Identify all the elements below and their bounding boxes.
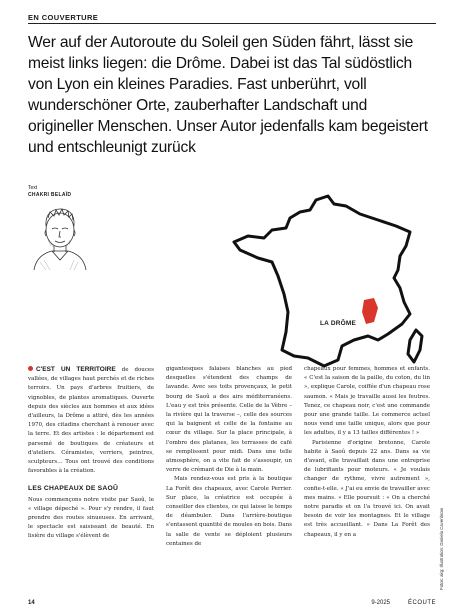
photo-credit-text: Fotos: akg; Illustration: Daniela Cavenbrow — [439, 508, 444, 590]
paragraph: gigantesques falaises blanches au pied desquelles s'étendent des champs de lavande. Avec ses toits provençaux, le petit bourg de Saoû a des airs méditerranéens. L'eau y est très présente. Celle de la Vèbre – la rivière qui la traverse –, celle des sources qui la baignent et celle de la fontaine au cœur du village. Sur la place principale, à l'ombre des platanes, les terrasses de café se remplissent pour midi. Dans une telle atmosphère, on a vite fait de s'assoupir, un verre de crémant de Die à la main. — [166, 366, 292, 474]
section-label: EN COUVERTURE — [28, 13, 99, 22]
map-label: LA DRÔME — [320, 320, 357, 327]
paragraph: Parisienne d'origine bretonne, Carole habite à Saoû depuis 22 ans. Dans sa vie d'avant, elle travaillait dans une entreprise de lubrifiants pour moteurs. « Je voulais changer de rythme, vivre autrement », confie-t-elle. « J'ai eu envie de travailler avec mes mains. » Elle poursuit : « On a cherché notre paradis et on l'a trouvé ici. On avait besoin de voir les montagnes. Et le village est très accueillant. » Dans La Forêt des chapeaux, il y en a — [304, 439, 430, 538]
byline-label: Text — [28, 185, 38, 191]
photo-credit — [439, 440, 447, 590]
map-of-france — [228, 190, 428, 375]
subheading: LES CHAPEAUX DE SAOÛ — [28, 485, 119, 493]
paragraph: Mais rendez-vous est pris à la boutique La Forêt des chapeaux, avec Carole Perrier. Sur place, la créatrice est occupée à conseiller des clientes, ce qui laisse le temps de déambuler. Dans l'arrière-boutique s'entassent quantité de moules en bois. Dans la salle de vente se déploient plusieurs centaines de — [166, 476, 292, 547]
intro-paragraph — [28, 365, 154, 476]
author-name: CHAKRI BELAÏD — [28, 192, 72, 198]
lead-in: C'EST UN TERRITOIRE — [36, 366, 116, 373]
article-column-1 — [28, 365, 154, 542]
paragraph: de douces vallées, de villages haut perchés et de riches terroirs. Un pays d'arbres fruitiers, de vignobles, de plantes aromatiques. Ouverte depuis des siècles aux hommes et aux idées d'ailleurs, la Drôme a attiré, dès les années 1970, des citadins cherchant à renouer avec la terre. Et des artistes : le département est parsemé de boutiques de créateurs et d'ateliers. Céramistes, verriers, peintres, sculpteurs… Tous ont trouvé des conditions favorables à la création. — [28, 367, 154, 475]
article-column-3 — [304, 365, 430, 540]
byline — [28, 185, 71, 199]
paragraph: chapeaux pour femmes, hommes et enfants. « C'est la saison de la paille, du coton, du lin », explique Carole, coiffée d'un chapeau rose saumon. « Mais je travaille aussi les feutres. Tenez, ce chapeau noir, c'est une commande pour une grande taille. Le commerce actuel nous vend une taille unique, alors que pour les adultes, il y a 13 tailles différentes ! » — [304, 366, 430, 437]
magazine-name: ÉCOUTE — [407, 600, 436, 606]
issue-number: 9-2025 — [371, 600, 390, 606]
paragraph: Nous commençons notre visite par Saoû, le « village dépeché ». Pour s'y rendre, il faut prendre des routes sinueuses. En arrivant, le spectacle est saisissant de beauté. En lisière du village s'élèvent de — [28, 496, 154, 540]
divider — [28, 23, 436, 24]
author-portrait-illustration — [28, 200, 92, 270]
page-number: 14 — [28, 600, 35, 606]
article-column-2 — [166, 365, 292, 549]
headline: Wer auf der Autoroute du Soleil gen Süden fährt, lässt sie meist links liegen: die Drôme. Dabei ist das Tal südöstlich von Lyon ein kleines Paradies. Fast unberührt, voll wunderschöner Orte, zauberhafter Landschaft und origineller Menschen. Unser Autor jedenfalls kam begeistert und entschleunigt zurück — [28, 34, 428, 156]
bullet-icon — [28, 366, 33, 371]
